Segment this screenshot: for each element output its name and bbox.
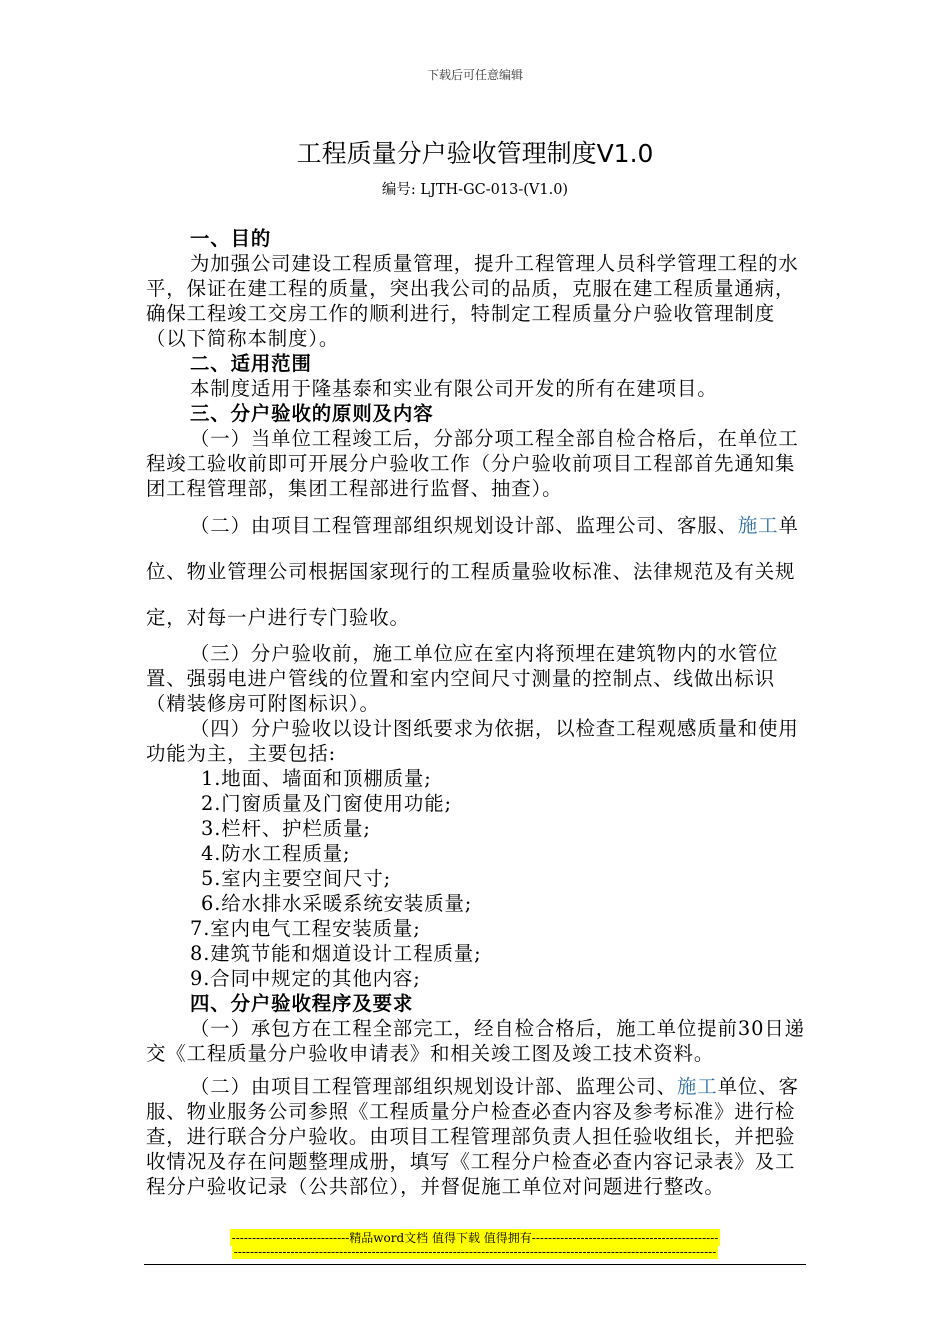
list-item: 8.建筑节能和烟道设计工程质量; [190,942,482,965]
construction-link[interactable]: 施工 [676,1075,718,1098]
footer-banner-text: -----------------------------精品word文档 值得下载 值得拥有---------------------------------------------- [231,1231,719,1245]
list-item: 7.室内电气工程安装质量; [190,917,421,940]
list-item: 5.室内主要空间尺寸; [201,867,392,890]
footer-banner-line-2 [0,1245,950,1259]
list-item: 4.防水工程质量; [201,842,351,865]
document-title: 工程质量分户验收管理制度V1.0 [296,139,654,168]
section-paragraph-scope: 本制度适用于隆基泰和实业有限公司开发的所有在建项目。 [190,377,718,400]
principles-paragraph-3: （三）分户验收前，施工单位应在室内将预埋在建筑物内的水管位置、强弱电进户管线的位置和室内空间尺寸测量的控制点、线做出标识（精装修房可附图标识）。 [146,642,779,715]
section-heading-principles: 三、分户验收的原则及内容 [190,402,434,425]
list-item: 3.栏杆、护栏质量; [201,817,371,840]
list-item: 6.给水排水采暖系统安装质量; [201,892,473,915]
document-code: 编号: LJTH-GC-013-(V1.0) [381,182,569,198]
procedure-paragraph-2-start: （二）由项目工程管理部组织规划设计部、监理公司、 [190,1075,677,1098]
document-body [146,226,806,1199]
construction-link[interactable]: 施工 [737,514,779,537]
list-item: 9.合同中规定的其他内容; [190,967,421,990]
principles-paragraph-4: （四）分户验收以设计图纸要求为依据，以检查工程观感质量和使用功能为主，主要包括: [146,717,799,765]
footer-divider [144,1264,806,1265]
procedure-paragraph-1: （一）承包方在工程全部完工，经自检合格后，施工单位提前30日递交《工程质量分户验收申请表》和相关竣工图及竣工技术资料。 [146,1017,805,1065]
footer-banner-line-1 [0,1229,950,1246]
section-heading-scope: 二、适用范围 [190,352,312,375]
principles-paragraph-2-start: （二）由项目工程管理部组织规划设计部、监理公司、客服、 [190,514,738,537]
section-heading-procedure: 四、分户验收程序及要求 [190,992,414,1015]
footer-banner-dashes: ----------------------------------------------------------------------------------------------------------------------- [233,1245,717,1259]
section-paragraph-purpose: 为加强公司建设工程质量管理，提升工程管理人员科学管理工程的水平，保证在建工程的质量，突出我公司的品质，克服在建工程质量通病，确保工程竣工交房工作的顺利进行，特制定工程质量分户验收管理制度（以下简称本制度）。 [146,252,799,350]
page-header-note: 下载后可任意编辑 [426,68,523,82]
principles-paragraph-2-end: 单位、物业管理公司根据国家现行的工程质量验收标准、法律规范及有关规定，对每一户进行专门验收。 [146,514,799,629]
list-item: 2.门窗质量及门窗使用功能; [201,792,452,815]
procedure-paragraph-2 [146,1074,806,1199]
principles-paragraph-2 [146,503,806,641]
section-heading-purpose: 一、目的 [190,227,272,250]
principles-paragraph-1: （一）当单位工程竣工后，分部分项工程全部自检合格后，在单位工程竣工验收前即可开展分户验收工作（分户验收前项目工程部首先通知集团工程管理部，集团工程部进行监督、抽查）。 [146,427,799,500]
list-item: 1.地面、墙面和顶棚质量; [201,767,432,790]
procedure-paragraph-2-end: 单位、客服、物业服务公司参照《工程质量分户检查必查内容及参考标准》进行检查，进行联合分户验收。由项目工程管理部负责人担任验收组长，并把验收情况及存在问题整理成册，填写《工程分户检查必查内容记录表》及工程分户验收记录（公共部位），并督促施工单位对问题进行整改。 [146,1075,799,1198]
